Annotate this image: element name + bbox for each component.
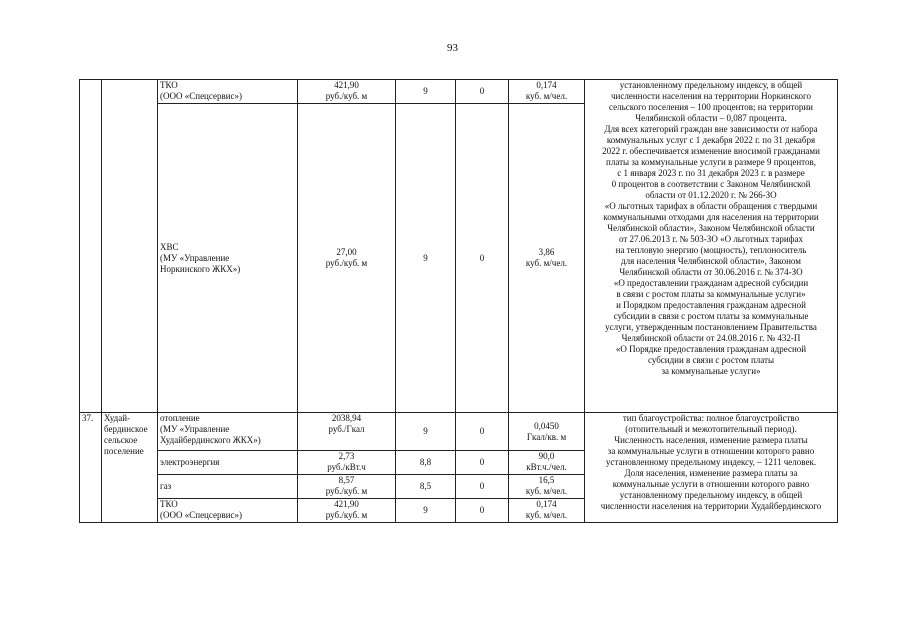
zero-cell: 0 [456,499,509,523]
tariff-cell: 421,90 руб./куб. м [298,499,396,523]
percent-cell: 9 [396,80,456,104]
zero-cell: 0 [456,451,509,475]
percent-cell: 8,5 [396,475,456,499]
tariff-cell: 2038,94 руб./Гкал [298,413,396,451]
settlement-name-cell [102,80,158,413]
tariff-cell: 27,00 руб./куб. м [298,104,396,413]
row-number-cell [80,80,102,413]
service-cell: газ [158,475,298,499]
norm-cell: 16,5 куб. м/чел. [509,475,585,499]
row-number-cell: 37. [80,413,102,523]
percent-cell: 9 [396,499,456,523]
service-cell: ТКО (ООО «Спецсервис») [158,499,298,523]
percent-cell: 9 [396,104,456,413]
note-cell: установленному предельному индексу, в общей численности населения на территории Норкинского сельского поселения – 100 процентов; на территории Челябинской области – 0,087 процента. Для всех категорий граждан вне зависимости от набора коммунальных услуг с 1 декабря 2022 г. по 31 декабря 2022 г. обеспечивается изменение вносимой гражданами платы за коммунальные услуги в размере 9 процентов, с 1 января 2023 г. по 31 декабря 2023 г. в размере 0 процентов в соответствии с Законом Челябинской области от 01.12.2020 г. № 266-ЗО «О льготных тарифах в области обращения с твердыми коммунальными отходами для населения на территории Челябинской области», Законом Челябинской области от 27.06.2013 г. № 503-ЗО «О льготных тарифах на тепловую энергию (мощность), теплоноситель для населения Челябинской области», Законом Челябинской области от 30.06.2016 г. № 374-ЗО «О предоставлении гражданам адресной субсидии в связи с ростом платы за коммунальные услуги» и Порядком предоставления гражданам адресной субсидии в связи с ростом платы за коммунальные услуги, утвержденным постановлением Правительства Челябинской области от 24.08.2016 г. № 432-П «О Порядке предоставления гражданам адресной субсидии в связи с ростом платы за коммунальные услуги» [585,80,838,413]
table-row [80,80,838,104]
percent-cell: 8,8 [396,451,456,475]
norm-cell: 0,174 куб. м/чел. [509,499,585,523]
service-cell: электроэнергия [158,451,298,475]
table-row [80,413,838,451]
norm-cell: 0,174 куб. м/чел. [509,80,585,104]
service-cell: ХВС (МУ «Управление Норкинского ЖКХ») [158,104,298,413]
zero-cell: 0 [456,475,509,499]
tariff-cell: 8,57 руб./куб. м [298,475,396,499]
tariff-cell: 2,73 руб./кВт.ч [298,451,396,475]
zero-cell: 0 [456,104,509,413]
tariff-table [79,79,838,523]
service-cell: отопление (МУ «Управление Худайбердинского ЖКХ») [158,413,298,451]
note-cell: тип благоустройства: полное благоустройство (отопительный и межотопительный период). Численность населения, изменение размера платы за коммунальные услуги в отношении которого равно установленному предельному индексу, – 1211 человек. Доля населения, изменение размера платы за коммунальные услуги в отношении которого равно установленному предельному индексу, в общей численности населения на территории Худайбердинского [585,413,838,523]
zero-cell: 0 [456,80,509,104]
page-number: 93 [447,42,458,54]
norm-cell: 0,0450 Гкал/кв. м [509,413,585,451]
settlement-name-cell: Худай- бердинское сельское поселение [102,413,158,523]
norm-cell: 90,0 кВт.ч./чел. [509,451,585,475]
tariff-cell: 421,90 руб./куб. м [298,80,396,104]
norm-cell: 3,86 куб. м/чел. [509,104,585,413]
service-cell: ТКО (ООО «Спецсервис») [158,80,298,104]
percent-cell: 9 [396,413,456,451]
zero-cell: 0 [456,413,509,451]
